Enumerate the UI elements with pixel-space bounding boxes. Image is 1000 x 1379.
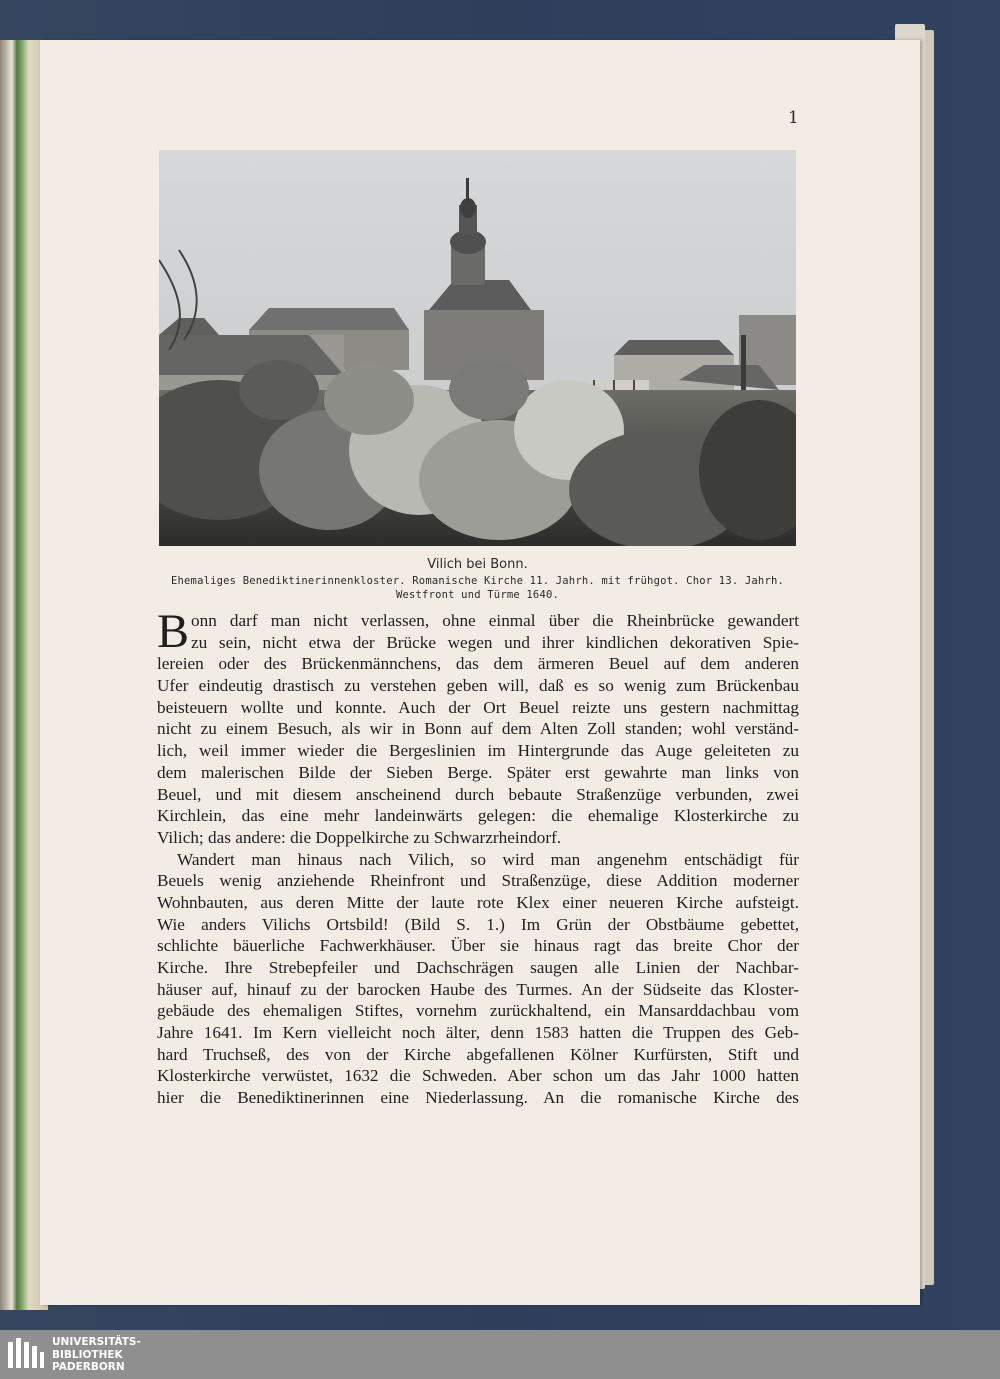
text-line: Wandert man hinaus nach Vilich, so wird man angenehm entschädigt für — [177, 849, 799, 869]
library-name-line: PADERBORN — [52, 1361, 125, 1373]
text-line: lich, weil immer wieder die Bergeslinien im Hintergrunde das Auge geleiteten zu — [157, 741, 799, 761]
library-footer — [0, 1330, 1000, 1379]
text-line: zu sein, nicht etwa der Brücke wegen und ihrer kindlichen dekorativen Spie- — [191, 632, 799, 652]
text-line: Wohnbauten, aus deren Mitte der laute rote Klex einer neueren Kirche aufsteigt. — [157, 892, 799, 912]
church-village-image — [159, 150, 796, 546]
village-photograph — [159, 150, 796, 546]
text-line: Beuel, und mit diesem anscheinend durch bebaute Straßenzüge verbunden, zwei — [157, 784, 799, 804]
text-line: hier die Benediktinerinnen eine Niederlassung. An die romanische Kirche des — [157, 1088, 799, 1108]
text-line: schlichte bäuerliche Fachwerkhäuser. Über sie hinaus ragt das breite Chor der — [157, 936, 799, 956]
text-line: onn darf man nicht verlassen, ohne einmal über die Rheinbrücke gewandert — [191, 611, 799, 630]
figure-caption-line: Ehemaliges Benediktinerinnenkloster. Romanische Kirche 11. Jahrh. mit frühgot. Chor 13. Jahrh. — [170, 575, 785, 587]
text-line: Klosterkirche verwüstet, 1632 die Schweden. Aber schon um das Jahr 1000 hatten — [157, 1066, 799, 1086]
text-line: beisteuern wollte und konnte. Auch der Ort Beuel reizte uns gestern nachmittag — [157, 697, 799, 717]
text-line: Kirchlein, das eine mehr landeinwärts gelegen: die ehemalige Klosterkirche zu — [157, 806, 799, 826]
text-line: Beuels wenig anziehende Rheinfront und Straßenzüge, diese Addition moderner — [157, 871, 799, 891]
text-line: Ufer eindeutig drastisch zu verstehen geben will, daß es so wenig zum Brückenbau — [157, 676, 799, 696]
text-line: gebäude des ehemaligen Stiftes, vornehm zurückhaltend, ein Mansarddachbau vom — [157, 1001, 799, 1021]
text-line: Jahre 1641. Im Kern vielleicht noch älter, denn 1583 hatten die Truppen des Geb- — [157, 1023, 799, 1043]
library-name-line: UNIVERSITÄTS- — [52, 1336, 141, 1348]
text-line: Wie anders Vilichs Ortsbild! (Bild S. 1.) Im Grün der Obstbäume gebettet, — [157, 914, 799, 934]
library-name-line: BIBLIOTHEK — [52, 1348, 123, 1361]
text-line: lereien oder des Brückenmännchens, das dem ärmeren Beuel auf dem anderen — [157, 654, 799, 674]
text-line: Vilich; das andere: die Doppelkirche zu Schwarzrheindorf. — [157, 827, 562, 847]
library-logo-icon — [8, 1338, 44, 1372]
page-number: 1 — [788, 108, 799, 128]
drop-cap: B — [157, 605, 190, 658]
text-line: hard Truchseß, des von der Kirche abgefallenen Kölner Kurfürsten, Stift und — [157, 1044, 799, 1064]
text-line: nicht zu einem Besuch, als wir in Bonn auf dem Alten Zoll standen; wohl verständ- — [157, 719, 799, 739]
figure-caption-title: Vilich bei Bonn. — [427, 557, 528, 572]
text-line: Kirche. Ihre Strebepfeiler und Dachschrägen saugen alle Linien der Nachbar- — [157, 958, 799, 977]
figure-caption-line: Westfront und Türme 1640. — [395, 589, 560, 601]
text-line: dem malerischen Bilde der Sieben Berge. Später erst gewahrte man links von — [157, 762, 799, 782]
body-text — [157, 605, 799, 1109]
library-name — [52, 1336, 141, 1374]
text-line: häuser auf, hinauf zu der barocken Haube des Turmes. An der Südseite das Kloster- — [157, 979, 799, 999]
